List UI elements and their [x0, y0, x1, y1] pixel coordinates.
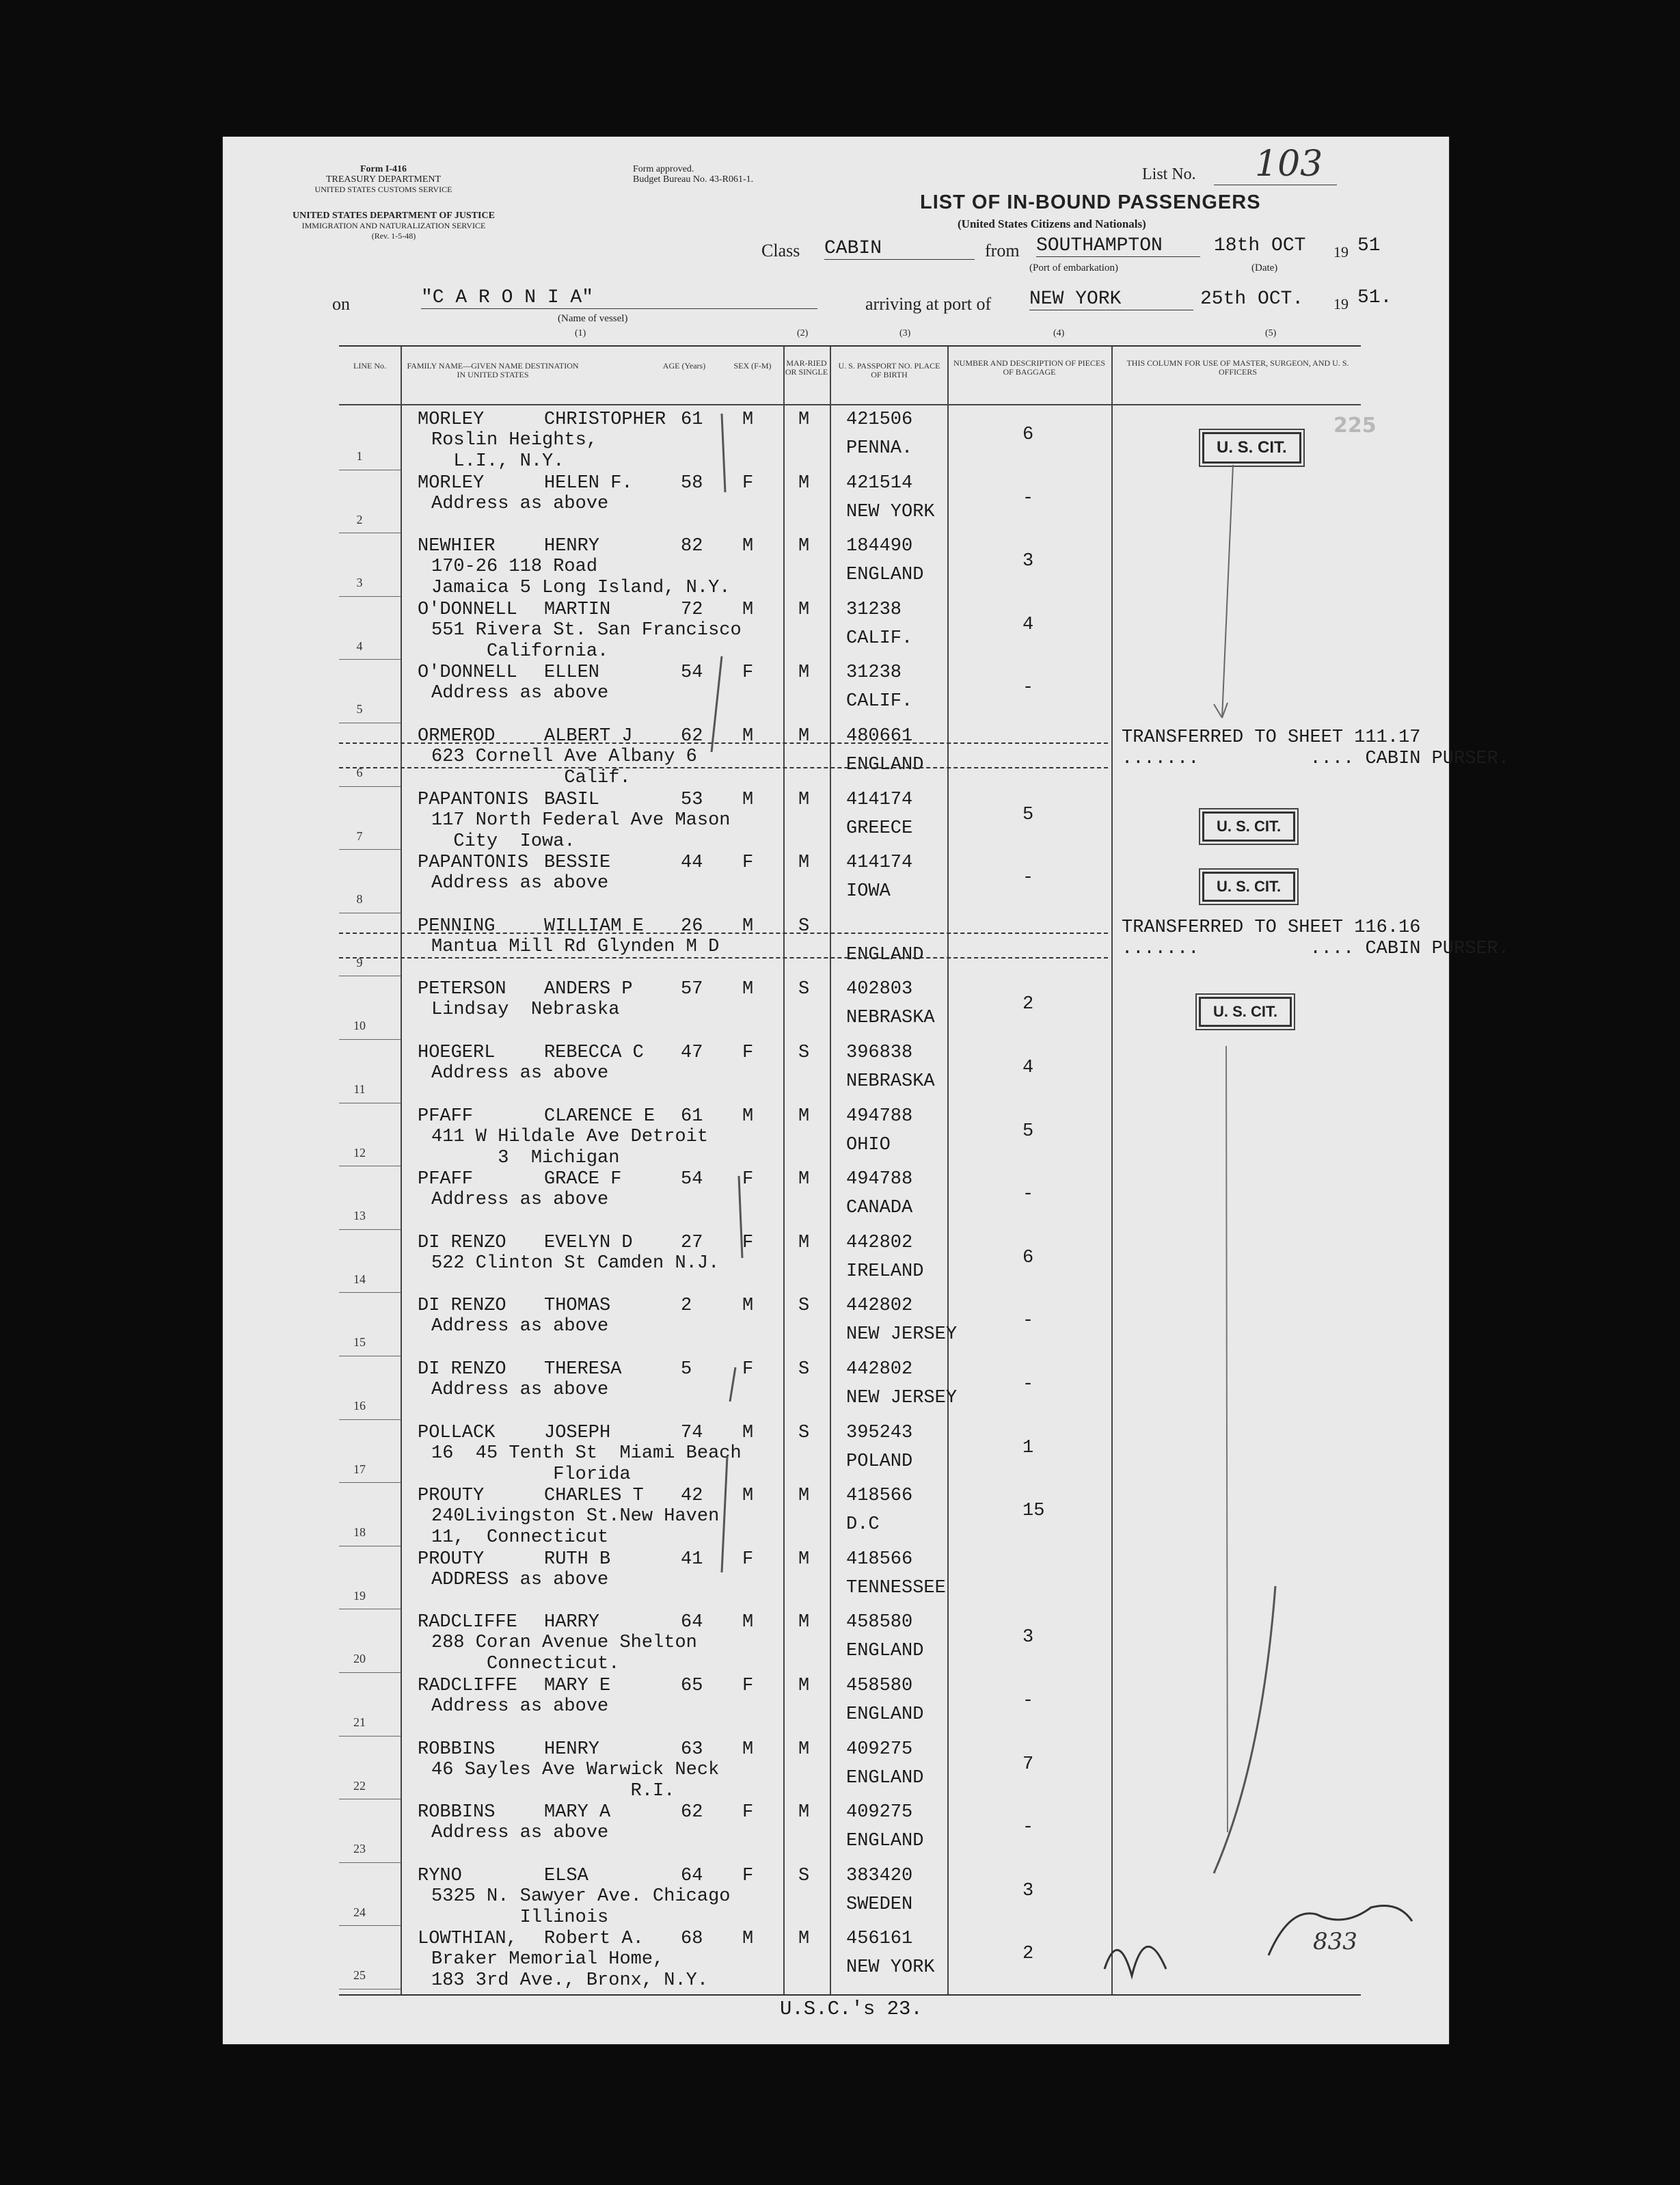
- given-name: Robert A.: [544, 1929, 644, 1950]
- marital-status: M: [798, 1802, 810, 1823]
- given-name: BASIL: [544, 789, 600, 810]
- ins-label: IMMIGRATION AND NATURALIZATION SERVICE: [301, 221, 486, 230]
- marital-status: M: [798, 1549, 810, 1570]
- passport-number: 409275: [846, 1739, 913, 1760]
- marital-status: M: [798, 662, 810, 684]
- baggage-count: -: [1022, 1374, 1034, 1395]
- marital-status: M: [798, 726, 810, 747]
- given-name: MARY A: [544, 1802, 611, 1823]
- line-number: 9: [356, 955, 363, 969]
- given-name: HELEN F.: [544, 472, 633, 494]
- line-number: 11: [353, 1082, 366, 1096]
- sex: M: [742, 1739, 754, 1760]
- line-number: 22: [353, 1778, 366, 1793]
- family-name: PROUTY: [418, 1549, 485, 1570]
- us-cit-stamp: U. S. CIT.: [1202, 812, 1295, 842]
- marital-status: S: [798, 1422, 810, 1443]
- given-name: CHRISTOPHER: [544, 410, 666, 430]
- marital-status: M: [798, 536, 810, 557]
- destination-address: Address as above: [431, 873, 609, 894]
- marital-status: M: [798, 1739, 810, 1760]
- embark-date: 18th OCT: [1214, 235, 1306, 256]
- place-of-birth: ENGLAND: [846, 1704, 924, 1725]
- age: 62: [681, 726, 703, 747]
- from-value: SOUTHAMPTON: [1036, 235, 1200, 257]
- page-subtitle: (United States Citizens and Nationals): [958, 217, 1146, 230]
- age: 44: [681, 853, 703, 874]
- baggage-count: 3: [1022, 1880, 1034, 1901]
- family-name: ROBBINS: [418, 1739, 496, 1760]
- passport-number: 458580: [846, 1612, 913, 1633]
- destination-address: Address as above: [431, 1696, 609, 1717]
- destination-address: Address as above: [431, 1190, 609, 1211]
- age: 5: [681, 1359, 692, 1380]
- destination-address: 522 Clinton St Camden N.J.: [431, 1252, 720, 1274]
- place-of-birth: ENGLAND: [846, 1767, 924, 1788]
- destination-address: ADDRESS as above: [431, 1569, 609, 1590]
- line-number: 1: [356, 449, 363, 463]
- line-number: 24: [353, 1905, 366, 1919]
- age: 2: [681, 1296, 692, 1317]
- place-of-birth: NEW JERSEY: [846, 1388, 958, 1408]
- given-name: JOSEPH: [544, 1422, 611, 1443]
- colnum-3: (3): [899, 328, 911, 338]
- transfer-note: TRANSFERRED TO SHEET 116.16 ....... .... CABIN PURSER.: [1122, 917, 1510, 959]
- sex: M: [742, 915, 754, 937]
- passport-number: 442802: [846, 1359, 913, 1380]
- col-header-name: FAMILY NAME—GIVEN NAME DESTINATION IN UNITED STATES: [407, 361, 579, 379]
- given-name: CLARENCE E: [544, 1105, 655, 1127]
- sex: F: [742, 1169, 754, 1190]
- family-name: LOWTHIAN,: [418, 1929, 517, 1950]
- us-cit-stamp: U. S. CIT.: [1202, 432, 1301, 464]
- line-number: 10: [353, 1019, 366, 1033]
- line-number: 17: [353, 1462, 366, 1476]
- age: 27: [681, 1232, 703, 1253]
- place-of-birth: ENGLAND: [846, 1641, 924, 1662]
- passport-number: 402803: [846, 979, 913, 1000]
- marital-status: S: [798, 1865, 810, 1886]
- family-name: DI RENZO: [418, 1232, 506, 1253]
- col-header-age: AGE (Years): [662, 361, 706, 371]
- family-name: O'DONNELL: [418, 599, 517, 620]
- marital-status: S: [798, 1359, 810, 1380]
- marital-status: M: [798, 853, 810, 874]
- sex: M: [742, 599, 754, 620]
- baggage-count: -: [1022, 1311, 1034, 1332]
- family-name: O'DONNELL: [418, 662, 517, 684]
- sex: M: [742, 410, 754, 430]
- given-name: ELSA: [544, 1865, 588, 1886]
- marital-status: S: [798, 1043, 810, 1063]
- vessel-caption: (Name of vessel): [558, 313, 628, 324]
- vessel-name: "C A R O N I A": [421, 287, 817, 309]
- sex: M: [742, 1929, 754, 1950]
- baggage-count: -: [1022, 1817, 1034, 1838]
- sex: M: [742, 536, 754, 557]
- class-value: CABIN: [824, 238, 975, 260]
- baggage-count: 3: [1022, 1627, 1034, 1648]
- age: 72: [681, 599, 703, 620]
- destination-address: Braker Memorial Home, 183 3rd Ave., Bronx, N.Y.: [431, 1949, 709, 1992]
- family-name: PFAFF: [418, 1105, 474, 1127]
- passport-number: 418566: [846, 1549, 913, 1570]
- baggage-count: 3: [1022, 551, 1034, 572]
- sex: M: [742, 726, 754, 747]
- manifest-sheet: [223, 137, 1510, 2044]
- passport-number: 480661: [846, 726, 913, 747]
- embark-year: 51: [1357, 235, 1381, 256]
- line-number: 8: [356, 892, 363, 907]
- embark-caption: (Port of embarkation): [1029, 263, 1118, 273]
- arriving-label: arriving at port of: [865, 294, 992, 314]
- line-number: 5: [356, 702, 363, 716]
- place-of-birth: SWEDEN: [846, 1894, 913, 1915]
- destination-address: 170-26 118 Road Jamaica 5 Long Island, N.Y.: [431, 557, 731, 599]
- colnum-5: (5): [1265, 328, 1277, 338]
- line-number: 23: [353, 1842, 366, 1856]
- passport-number: 421506: [846, 410, 913, 430]
- line-number: 3: [356, 576, 363, 590]
- count-number: 225: [1333, 414, 1377, 438]
- passport-number: 494788: [846, 1169, 913, 1190]
- approval-label: Form approved.: [633, 164, 694, 174]
- col-header-sex: SEX (F-M): [733, 361, 772, 371]
- colnum-2: (2): [797, 328, 809, 338]
- baggage-count: 5: [1022, 804, 1034, 825]
- age: 61: [681, 1105, 703, 1127]
- destination-address: 5325 N. Sawyer Ave. Chicago Illinois: [431, 1886, 731, 1928]
- given-name: THERESA: [544, 1359, 622, 1380]
- baggage-count: 4: [1022, 1058, 1034, 1078]
- age: 53: [681, 789, 703, 810]
- place-of-birth: IRELAND: [846, 1261, 924, 1282]
- line-number: 6: [356, 766, 363, 779]
- place-of-birth: NEW JERSEY: [846, 1324, 958, 1345]
- sex: M: [742, 789, 754, 810]
- sex: F: [742, 662, 754, 684]
- destination-address: Address as above: [431, 1380, 609, 1400]
- destination-address: Address as above: [431, 1316, 609, 1337]
- line-number: 2: [356, 512, 363, 526]
- family-name: PAPANTONIS: [418, 853, 529, 874]
- family-name: MORLEY: [418, 410, 485, 430]
- age: 82: [681, 536, 703, 557]
- marital-status: M: [798, 410, 810, 430]
- from-label: from: [985, 241, 1020, 260]
- col-header-officers: THIS COLUMN FOR USE OF MASTER, SURGEON, AND U. S. OFFICERS: [1126, 358, 1349, 377]
- age: 68: [681, 1929, 703, 1950]
- place-of-birth: CALIF.: [846, 691, 913, 712]
- destination-address: 46 Sayles Ave Warwick Neck R.I.: [431, 1759, 720, 1801]
- given-name: HENRY: [544, 1739, 600, 1760]
- place-of-birth: D.C: [846, 1514, 880, 1536]
- marital-status: M: [798, 1232, 810, 1253]
- passport-number: 31238: [846, 662, 902, 684]
- sex: F: [742, 1232, 754, 1253]
- place-of-birth: CANADA: [846, 1198, 913, 1219]
- age: 58: [681, 472, 703, 494]
- line-number: 15: [353, 1335, 366, 1350]
- place-of-birth: NEW YORK: [846, 1957, 935, 1979]
- baggage-count: -: [1022, 868, 1034, 889]
- age: 63: [681, 1739, 703, 1760]
- treasury-label: TREASURY DEPARTMENT: [325, 174, 442, 185]
- destination-address: 240Livingston St.New Haven 11, Connecticut: [431, 1506, 720, 1549]
- passport-number: 184490: [846, 536, 913, 557]
- family-name: PENNING: [418, 915, 496, 937]
- passport-number: 494788: [846, 1105, 913, 1127]
- baggage-count: 2: [1022, 994, 1034, 1015]
- age: 42: [681, 1486, 703, 1507]
- rev-label: (Rev. 1-5-48): [371, 231, 416, 241]
- baggage-count: -: [1022, 1691, 1034, 1711]
- place-of-birth: ENGLAND: [846, 944, 924, 965]
- family-name: PROUTY: [418, 1486, 485, 1507]
- sex: F: [742, 1865, 754, 1886]
- pencil-marks: [223, 137, 1449, 2044]
- family-name: HOEGERL: [418, 1043, 496, 1063]
- given-name: MARTIN: [544, 599, 611, 620]
- date-caption: (Date): [1251, 263, 1278, 273]
- baggage-count: 6: [1022, 425, 1034, 445]
- marital-status: M: [798, 1676, 810, 1696]
- citizen-total: U.S.C.'s 23.: [780, 1998, 923, 2020]
- passport-number: 442802: [846, 1296, 913, 1317]
- age: 54: [681, 662, 703, 684]
- sex: M: [742, 1105, 754, 1127]
- passport-number: 395243: [846, 1422, 913, 1443]
- place-of-birth: TENNESSEE: [846, 1577, 946, 1598]
- line-number: 12: [353, 1145, 366, 1159]
- passport-number: 418566: [846, 1486, 913, 1507]
- family-name: PFAFF: [418, 1169, 474, 1190]
- destination-address: Address as above: [431, 493, 609, 514]
- family-name: RYNO: [418, 1865, 462, 1886]
- sex: F: [742, 853, 754, 874]
- destination-address: 411 W Hildale Ave Detroit 3 Michigan: [431, 1126, 709, 1168]
- destination-address: 551 Rivera St. San Francisco California.: [431, 619, 742, 662]
- sex: M: [742, 1422, 754, 1443]
- destination-address: Mantua Mill Rd Glynden M D: [431, 936, 720, 957]
- marital-status: M: [798, 472, 810, 494]
- baggage-count: 4: [1022, 614, 1034, 635]
- passport-number: 396838: [846, 1043, 913, 1063]
- destination-address: Roslin Heights, L.I., N.Y.: [431, 430, 598, 472]
- family-name: MORLEY: [418, 472, 485, 494]
- given-name: RUTH B: [544, 1549, 611, 1570]
- family-name: PETERSON: [418, 979, 506, 1000]
- place-of-birth: NEW YORK: [846, 501, 935, 522]
- marital-status: S: [798, 915, 810, 937]
- col-header-baggage: NUMBER AND DESCRIPTION OF PIECES OF BAGGAGE: [953, 358, 1106, 377]
- arrival-year: 51.: [1357, 287, 1392, 308]
- list-number-label: List No.: [1142, 165, 1196, 183]
- given-name: ANDERS P: [544, 979, 633, 1000]
- baggage-count: 15: [1022, 1501, 1045, 1522]
- given-name: CHARLES T: [544, 1486, 644, 1507]
- baggage-count: -: [1022, 487, 1034, 509]
- age: 54: [681, 1169, 703, 1190]
- line-number: 7: [356, 829, 363, 843]
- given-name: EVELYN D: [544, 1232, 633, 1253]
- age: 26: [681, 915, 703, 937]
- place-of-birth: CALIF.: [846, 628, 913, 649]
- line-number: 4: [356, 639, 363, 653]
- passport-number: 458580: [846, 1676, 913, 1696]
- family-name: PAPANTONIS: [418, 789, 529, 810]
- marital-status: S: [798, 1296, 810, 1317]
- sex: M: [742, 1296, 754, 1317]
- baggage-count: -: [1022, 1184, 1034, 1205]
- destination-address: Address as above: [431, 1063, 609, 1084]
- passport-number: 456161: [846, 1929, 913, 1950]
- age: 62: [681, 1802, 703, 1823]
- place-of-birth: GREECE: [846, 818, 913, 839]
- marital-status: M: [798, 599, 810, 620]
- marital-status: S: [798, 979, 810, 1000]
- destination-address: 16 45 Tenth St Miami Beach Florida: [431, 1443, 742, 1485]
- place-of-birth: OHIO: [846, 1134, 891, 1155]
- passport-number: 383420: [846, 1865, 913, 1886]
- arrival-port: NEW YORK: [1029, 289, 1193, 310]
- marital-status: M: [798, 1105, 810, 1127]
- given-name: HARRY: [544, 1612, 600, 1633]
- place-of-birth: NEBRASKA: [846, 1008, 935, 1029]
- place-of-birth: NEBRASKA: [846, 1071, 935, 1092]
- colnum-1: (1): [575, 328, 586, 338]
- place-of-birth: POLAND: [846, 1451, 913, 1472]
- sex: M: [742, 1486, 754, 1507]
- family-name: POLLACK: [418, 1422, 496, 1443]
- age: 64: [681, 1865, 703, 1886]
- given-name: ELLEN: [544, 662, 600, 684]
- baggage-count: 2: [1022, 1944, 1034, 1965]
- baggage-count: 5: [1022, 1121, 1034, 1142]
- passport-number: 421514: [846, 472, 913, 494]
- sex: F: [742, 1359, 754, 1380]
- destination-address: Address as above: [431, 1823, 609, 1844]
- place-of-birth: ENGLAND: [846, 565, 924, 586]
- line-number: 16: [353, 1399, 366, 1412]
- transfer-note: TRANSFERRED TO SHEET 111.17 ....... .... CABIN PURSER.: [1122, 727, 1510, 769]
- destination-address: Address as above: [431, 683, 609, 704]
- line-number: 21: [353, 1715, 366, 1729]
- family-name: DI RENZO: [418, 1359, 506, 1380]
- age: 47: [681, 1043, 703, 1063]
- arrival-date: 25th OCT.: [1200, 289, 1304, 310]
- line-number: 18: [353, 1525, 366, 1540]
- baggage-count: 7: [1022, 1754, 1034, 1775]
- line-number: 13: [353, 1209, 366, 1223]
- given-name: MARY E: [544, 1676, 611, 1696]
- sex: F: [742, 472, 754, 494]
- given-name: ALBERT J: [544, 726, 633, 747]
- customs-label: UNITED STATES CUSTOMS SERVICE: [314, 185, 452, 194]
- family-name: RADCLIFFE: [418, 1612, 517, 1633]
- given-name: BESSIE: [544, 853, 611, 874]
- destination-address: 288 Coran Avenue Shelton Connecticut.: [431, 1633, 697, 1675]
- list-number: 103: [1255, 144, 1323, 185]
- line-number: 25: [353, 1968, 366, 1983]
- year-prefix: 19: [1333, 243, 1349, 260]
- family-name: NEWHIER: [418, 536, 496, 557]
- marital-status: M: [798, 1612, 810, 1633]
- sex: F: [742, 1043, 754, 1063]
- sex: F: [742, 1676, 754, 1696]
- given-name: WILLIAM E: [544, 915, 644, 937]
- form-id: Form I-416: [360, 164, 407, 174]
- place-of-birth: ENGLAND: [846, 1831, 924, 1852]
- given-name: GRACE F: [544, 1169, 622, 1190]
- sex: M: [742, 1612, 754, 1633]
- on-label: on: [332, 294, 350, 314]
- page-title: LIST OF IN-BOUND PASSENGERS: [920, 191, 1261, 213]
- family-name: ORMEROD: [418, 726, 496, 747]
- age: 64: [681, 1612, 703, 1633]
- given-name: HENRY: [544, 536, 600, 557]
- budget-label: Budget Bureau No. 43-R061-1.: [633, 174, 754, 185]
- line-number: 19: [353, 1588, 366, 1603]
- handwritten-count: 833: [1313, 1928, 1357, 1955]
- place-of-birth: ENGLAND: [846, 755, 924, 775]
- given-name: REBECCA C: [544, 1043, 644, 1063]
- given-name: THOMAS: [544, 1296, 611, 1317]
- age: 74: [681, 1422, 703, 1443]
- passport-number: 414174: [846, 789, 913, 810]
- passport-number: 409275: [846, 1802, 913, 1823]
- col-header-married: MAR-RIED OR SINGLE: [785, 358, 828, 377]
- age: 57: [681, 979, 703, 1000]
- sex: F: [742, 1802, 754, 1823]
- marital-status: M: [798, 1169, 810, 1190]
- marital-status: M: [798, 1929, 810, 1950]
- us-cit-stamp: U. S. CIT.: [1202, 872, 1295, 902]
- col-header-passport: U. S. PASSPORT NO. PLACE OF BIRTH: [838, 361, 940, 379]
- age: 41: [681, 1549, 703, 1570]
- baggage-count: 6: [1022, 1247, 1034, 1268]
- passport-number: 442802: [846, 1232, 913, 1253]
- family-name: DI RENZO: [418, 1296, 506, 1317]
- destination-address: 117 North Federal Ave Mason City Iowa.: [431, 809, 731, 852]
- line-number: 20: [353, 1652, 366, 1666]
- sex: M: [742, 979, 754, 1000]
- family-name: ROBBINS: [418, 1802, 496, 1823]
- class-label: Class: [761, 241, 800, 260]
- us-cit-stamp: U. S. CIT.: [1199, 997, 1292, 1027]
- destination-address: 623 Cornell Ave Albany 6 Calif.: [431, 747, 697, 788]
- destination-address: Lindsay Nebraska: [431, 1000, 620, 1021]
- passport-number: 414174: [846, 853, 913, 874]
- line-number: 14: [353, 1272, 366, 1286]
- baggage-count: -: [1022, 678, 1034, 699]
- marital-status: M: [798, 789, 810, 810]
- sex: F: [742, 1549, 754, 1570]
- col-header-line: LINE No.: [353, 361, 386, 371]
- place-of-birth: PENNA.: [846, 438, 913, 459]
- passport-number: 31238: [846, 599, 902, 620]
- family-name: RADCLIFFE: [418, 1676, 517, 1696]
- baggage-count: 1: [1022, 1437, 1034, 1458]
- place-of-birth: IOWA: [846, 881, 891, 902]
- age: 61: [681, 410, 703, 430]
- colnum-4: (4): [1053, 328, 1065, 338]
- age: 65: [681, 1676, 703, 1696]
- year-prefix-2: 19: [1333, 295, 1349, 312]
- marital-status: M: [798, 1486, 810, 1507]
- justice-label: UNITED STATES DEPARTMENT OF JUSTICE: [293, 211, 495, 221]
